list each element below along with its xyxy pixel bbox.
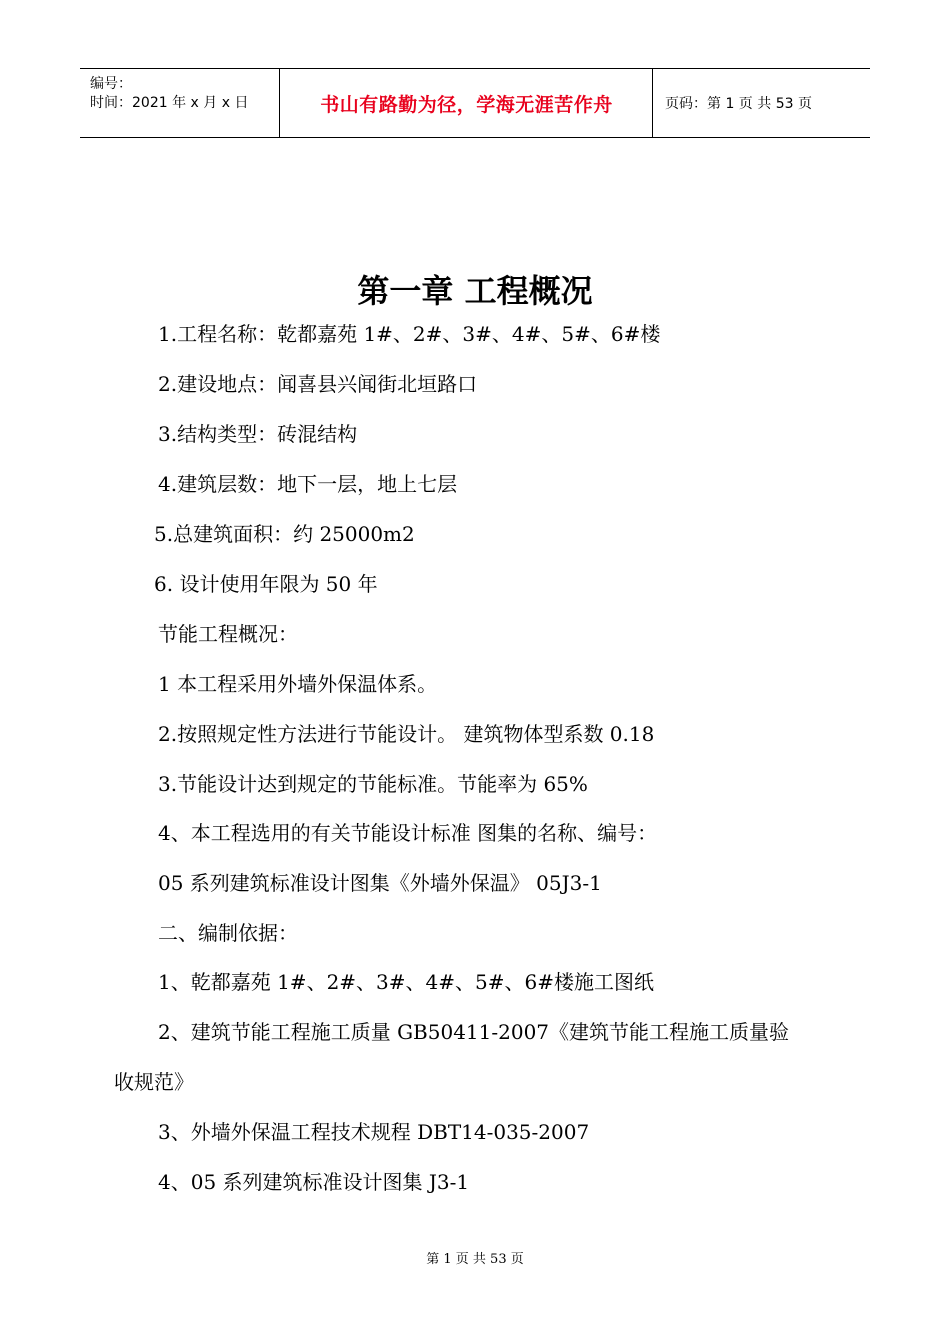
motto-text: 书山有路勤为径，学海无涯苦作舟 — [320, 93, 613, 116]
energy-overview-heading: 节能工程概况： — [158, 622, 298, 646]
header-left-cell — [80, 69, 280, 137]
header-table — [80, 68, 870, 138]
basis-item-3: 3、外墙外保温工程技术规程 DBT14-035-2007 — [158, 1120, 590, 1144]
number-label: 编号： — [90, 76, 132, 92]
area-line: 5.总建筑面积：约 25000m2 — [154, 522, 415, 546]
basis-item-2: 2、建筑节能工程施工质量 GB50411-2007《建筑节能工程施工质量验 — [158, 1020, 790, 1044]
energy-line-1: 1 本工程采用外墙外保温体系。 — [158, 672, 438, 696]
atlas-line: 05 系列建筑标准设计图集《外墙外保温》 05J3-1 — [158, 871, 602, 895]
floors-line: 4.建筑层数：地下一层，地上七层 — [158, 472, 458, 496]
project-name-line: 1.工程名称：乾都嘉苑 1#、2#、3#、4#、5#、6#楼 — [158, 322, 661, 346]
page-footer: 第 1 页 共 53 页 — [426, 1252, 524, 1267]
chapter-title: 第一章 工程概况 — [357, 272, 593, 310]
date-label: 时间：2021 年 x 月 x 日 — [90, 95, 249, 111]
energy-line-3: 3.节能设计达到规定的节能标准。节能率为 65% — [158, 772, 588, 796]
basis-item-1: 1、乾都嘉苑 1#、2#、3#、4#、5#、6#楼施工图纸 — [158, 970, 654, 994]
basis-heading: 二、编制依据： — [158, 921, 298, 945]
page-info: 页码：第 1 页 共 53 页 — [665, 96, 812, 112]
location-line: 2.建设地点：闻喜县兴闻街北垣路口 — [158, 372, 478, 396]
basis-item-4: 4、05 系列建筑标准设计图集 J3-1 — [158, 1170, 470, 1194]
header-motto-cell — [281, 69, 653, 137]
energy-line-2: 2.按照规定性方法进行节能设计。 建筑物体型系数 0.18 — [158, 722, 655, 746]
basis-item-2-cont: 收规范》 — [114, 1070, 194, 1094]
structure-type-line: 3.结构类型：砖混结构 — [158, 422, 358, 446]
energy-line-4: 4、本工程选用的有关节能设计标准 图集的名称、编号： — [158, 821, 658, 845]
design-life-line: 6. 设计使用年限为 50 年 — [154, 572, 378, 596]
